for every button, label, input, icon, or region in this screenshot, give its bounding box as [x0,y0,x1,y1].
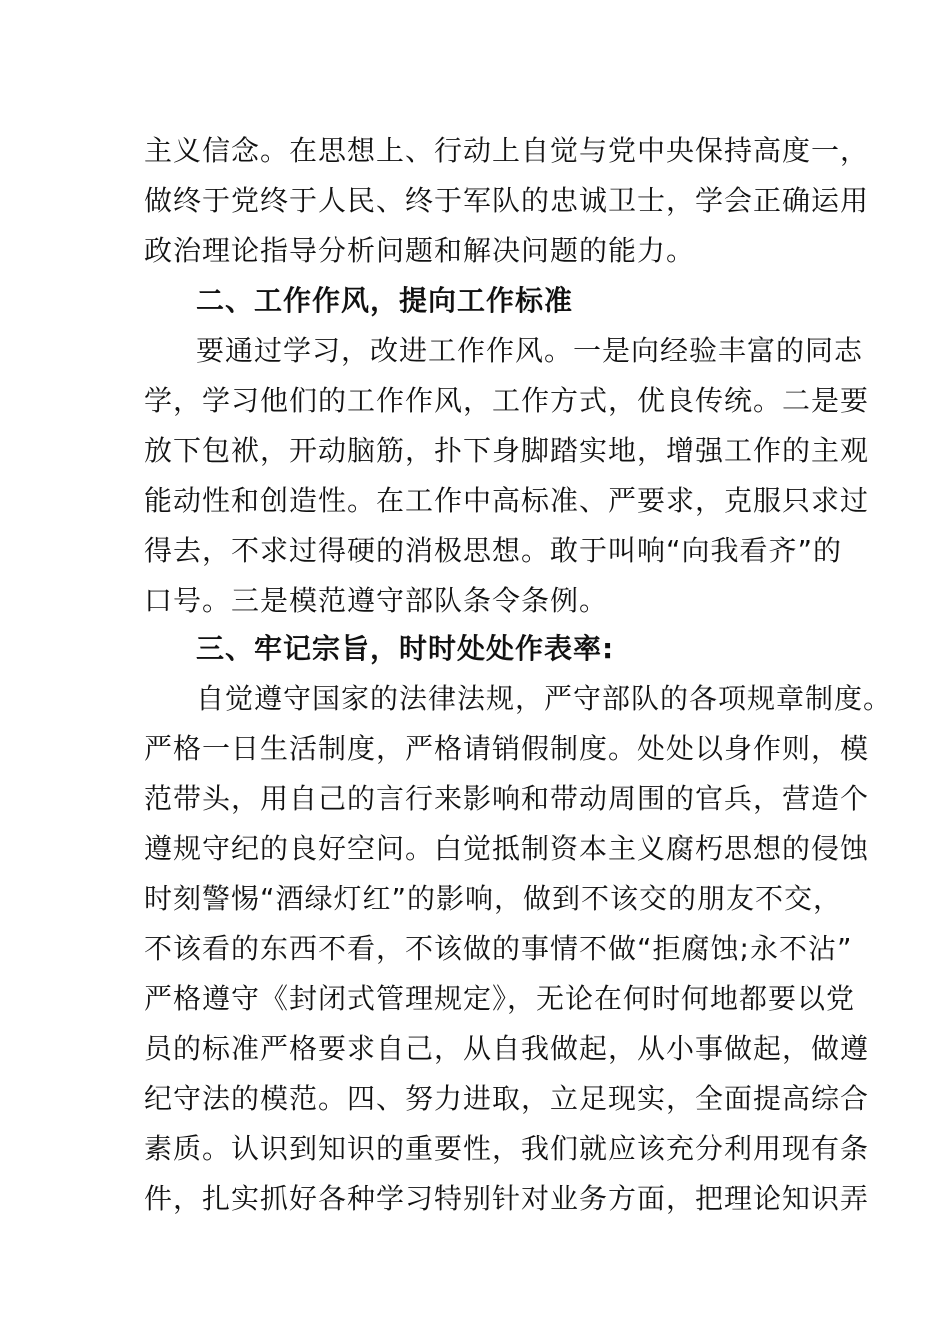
body-text-line: 能动性和创造性。在工作中高标准、严要求，克服只求过 [144,484,870,517]
body-text-line: 时刻警惕“酒绿灯红”的影响，做到不该交的朋友不交， [144,882,843,915]
body-text-line: 范带头，用自己的言行来影响和带动周围的官兵，营造个 [144,782,870,815]
body-text-line: 员的标准严格要求自己，从自我做起，从小事做起，做遵 [144,1032,870,1065]
body-text-line: 要通过学习，改进工作作风。一是向经验丰富的同志 [196,334,864,367]
body-text-line: 严格遵守《封闭式管理规定》，无论在何时何地都要以党 [144,982,856,1015]
body-text-line: 得去，不求过得硬的消极思想。敢于叫响“向我看齐”的 [144,534,843,567]
body-text-line: 严格一日生活制度，严格请销假制度。处处以身作则，模 [144,732,870,765]
body-text-line: 纪守法的模范。四、努力进取，立足现实，全面提高综合 [144,1082,870,1115]
body-text-line: 不该看的东西不看，不该做的事情不做“拒腐蚀;永不沾” [144,932,853,965]
body-text-line: 做终于党终于人民、终于军队的忠诚卫士，学会正确运用 [144,184,870,217]
body-text-line: 学，学习他们的工作作风，工作方式，优良传统。二是要 [144,384,870,417]
body-text-line: 自觉遵守国家的法律法规，严守部队的各项规章制度。 [196,682,893,715]
body-text-line: 口号。三是模范遵守部队条令条例。 [144,584,609,617]
body-text-line: 放下包袱，开动脑筋，扑下身脚踏实地，增强工作的主观 [144,434,870,467]
body-text-line: 主义信念。在思想上、行动上自觉与党中央保持高度一， [144,134,870,167]
section-heading: 三、牢记宗旨，时时处处作表率: [196,632,615,665]
body-text-line: 素质。认识到知识的重要性，我们就应该充分利用现有条 [144,1132,870,1165]
body-text-line: 政治理论指导分析问题和解决问题的能力。 [144,234,696,267]
section-heading: 二、工作作风，提向工作标准 [196,284,574,317]
body-text-line: 件，扎实抓好各种学习特别针对业务方面，把理论知识弄 [144,1182,870,1215]
body-text-line: 遵规守纪的良好空问。白觉抵制资本主义腐朽思想的侵蚀 [144,832,870,865]
